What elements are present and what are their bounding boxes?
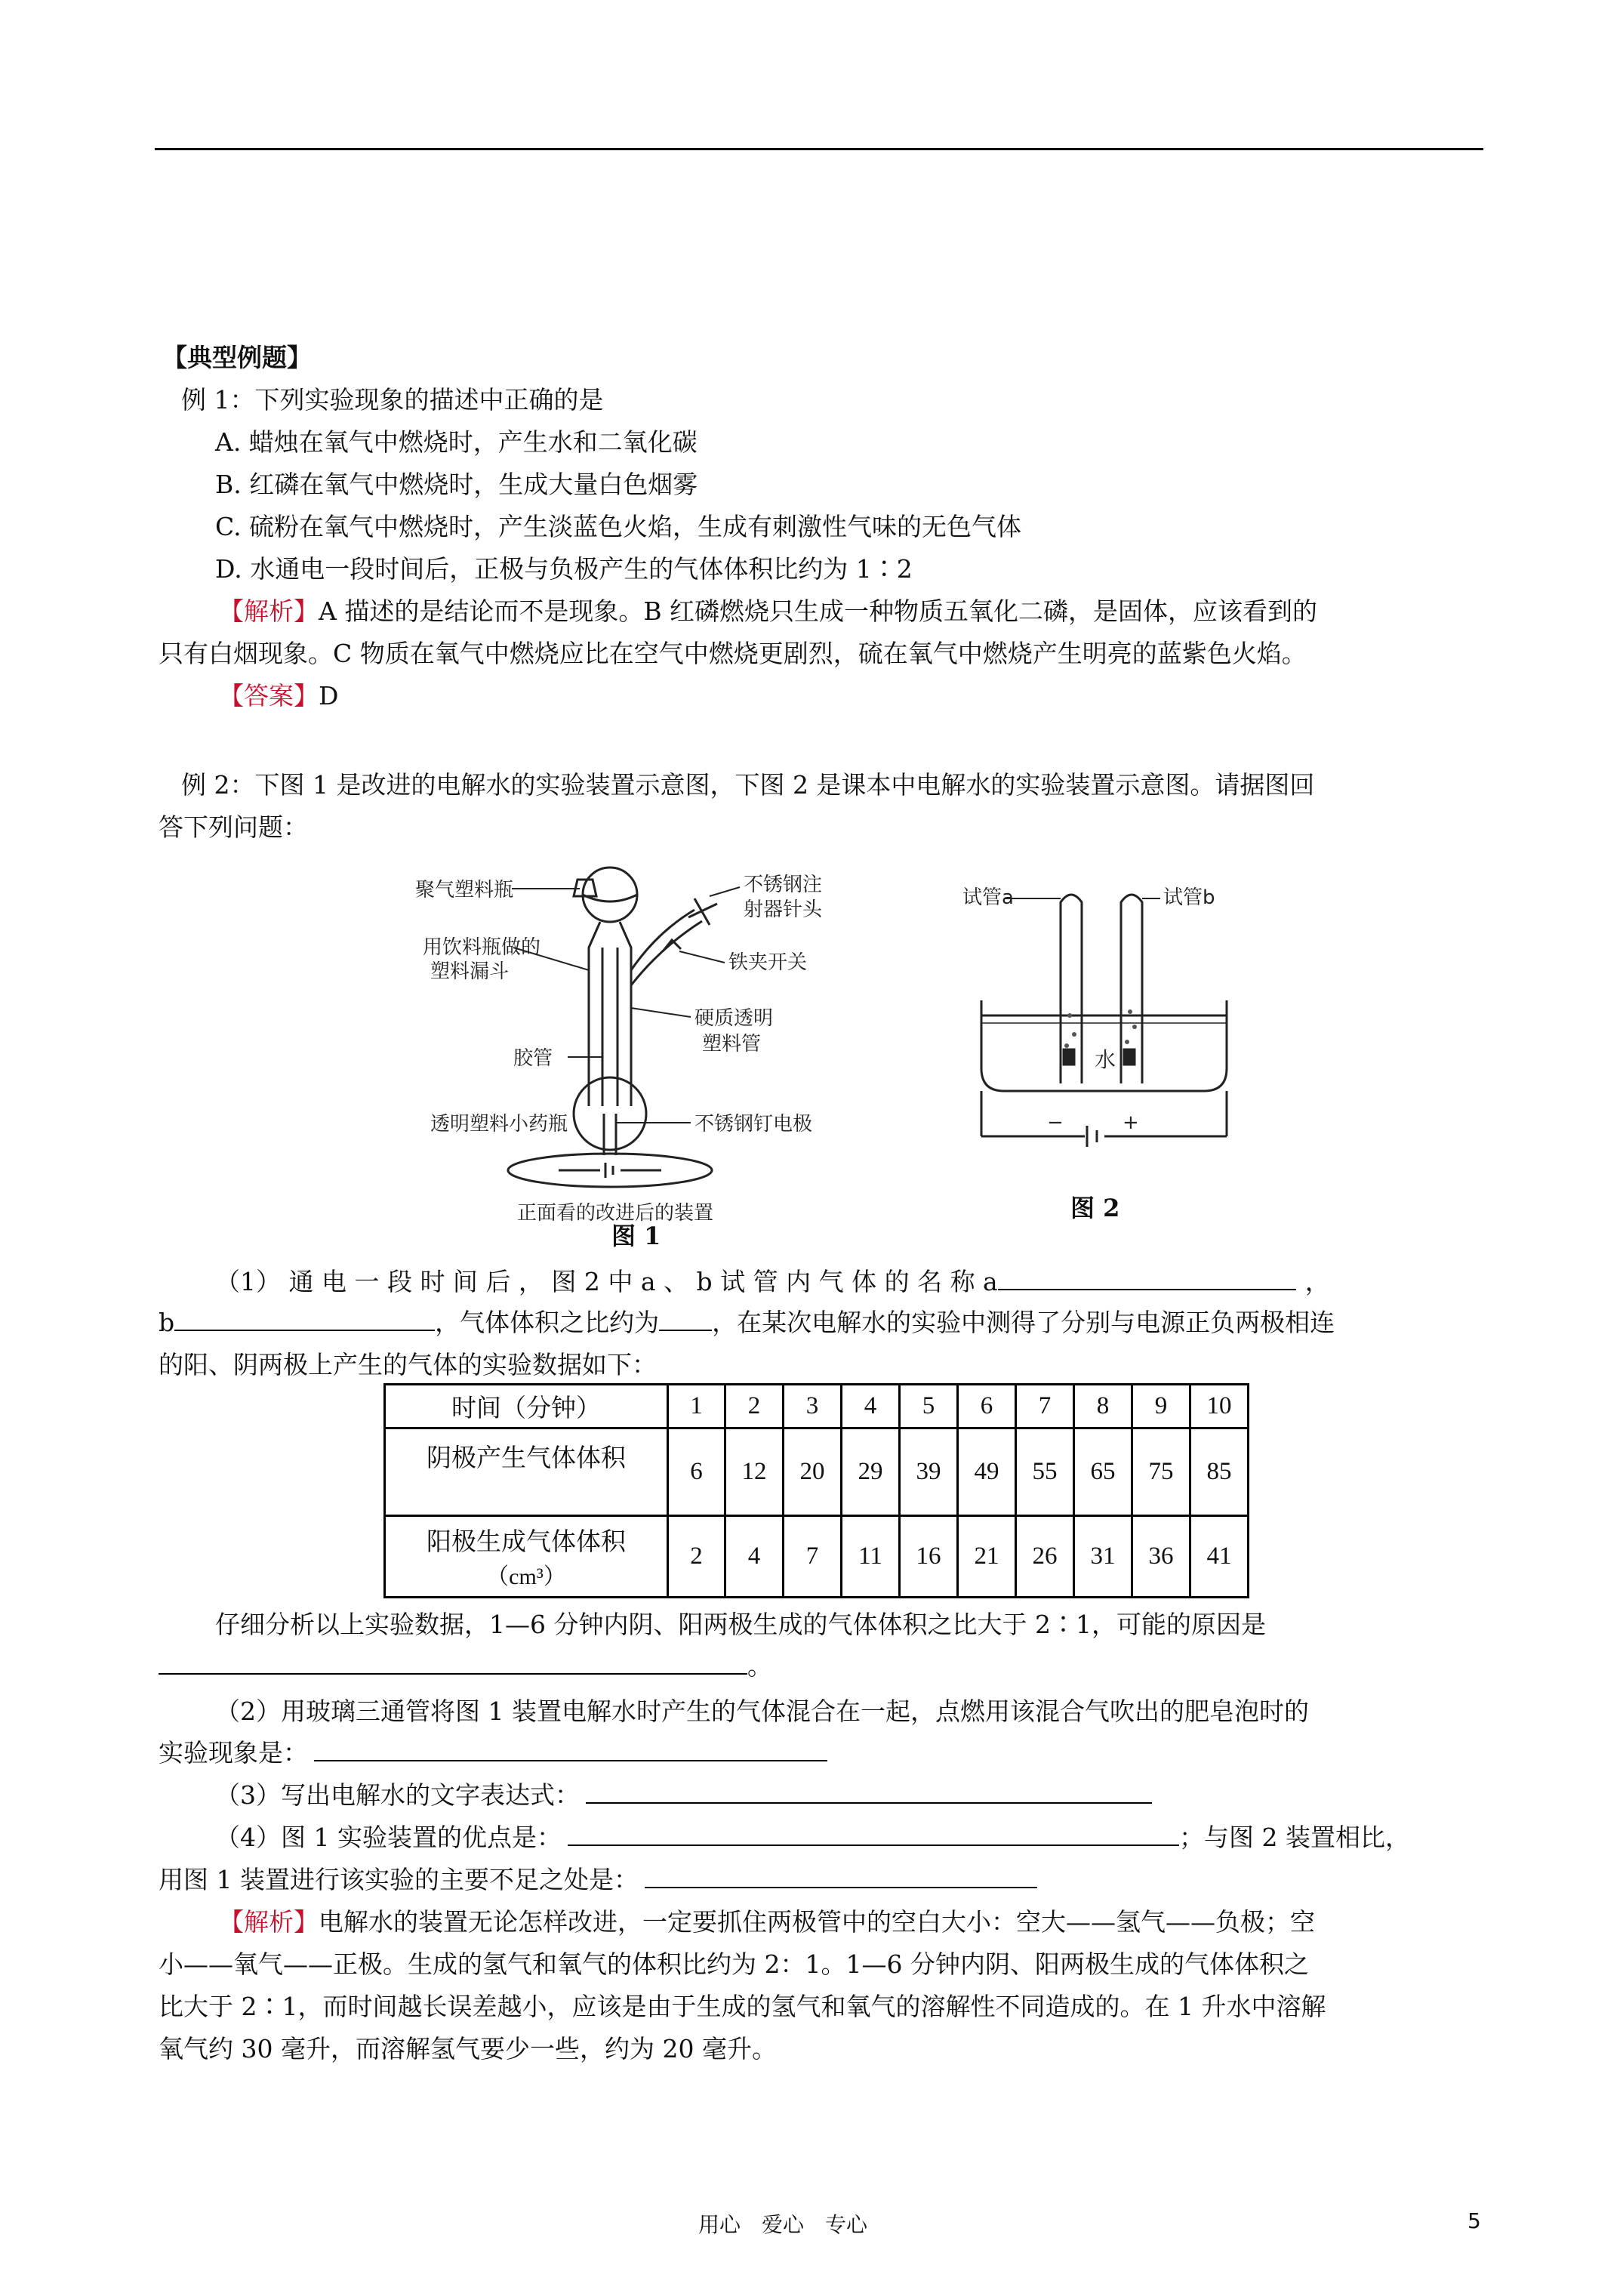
table-cell: 21 (958, 1516, 1016, 1598)
fig1-label-needle-1: 不锈钢注 (744, 874, 823, 896)
fig2-title: 图 2 (1070, 1194, 1120, 1222)
fig1-label-vial: 透明塑料小药瓶 (430, 1113, 568, 1136)
fig1-label-electrode: 不锈钢钉电极 (694, 1113, 813, 1136)
ex1-stem: 例 1：下列实验现象的描述中正确的是 (181, 385, 604, 415)
table-cell: 6 (668, 1428, 725, 1516)
q2-line1: （2）用玻璃三通管将图 1 装置电解水时产生的气体混合在一起，点燃用该混合气吹出的肥皂泡时的 (215, 1697, 1309, 1726)
fig1-label-needle-2: 射器针头 (744, 898, 823, 921)
after-table-text: 仔细分析以上实验数据，1—6 分钟内阴、阳两极生成的气体体积之比大于 2∶1，可能的原因是 (215, 1610, 1266, 1639)
table-row (385, 1516, 1249, 1598)
table-cell: 6 (958, 1385, 1016, 1428)
ex2-analysis (219, 1906, 1315, 1939)
answer-blank-q2[interactable] (314, 1737, 827, 1761)
ex1-answer (219, 680, 338, 713)
analysis-tag: 【解析】 (219, 596, 319, 626)
table-cell: 36 (1132, 1516, 1190, 1598)
table-cell: 41 (1190, 1516, 1249, 1598)
table-label-cathode: 阴极产生气体体积 (385, 1428, 668, 1516)
anode-label-text: 阳极生成气体体积 (427, 1529, 626, 1556)
ex2-analysis-line2: 小——氧气——正极。生成的氢气和氧气的体积比约为 2：1。1—6 分钟内阴、阳两极生成的气体体积之 (159, 1949, 1309, 1979)
table-cell: 7 (1016, 1385, 1074, 1428)
fig1-label-tube-2: 塑料管 (702, 1033, 762, 1056)
answer-blank-ratio[interactable] (659, 1307, 712, 1331)
q1-line1 (215, 1265, 1330, 1299)
q2-line2 (159, 1737, 827, 1770)
q1-comma: ， (1304, 1267, 1330, 1296)
fig1-label-bottle: 聚气塑料瓶 (415, 879, 514, 901)
table-cell: 3 (784, 1385, 842, 1428)
q1-line2 (159, 1306, 1335, 1339)
figure-1 (408, 857, 861, 1250)
ex1-option-c: C. 硫粉在氧气中燃烧时，产生淡蓝色火焰，生成有刺激性气味的无色气体 (215, 512, 1022, 541)
anode-label-unit: （cm³） (486, 1564, 566, 1589)
analysis-text: A 描述的是结论而不是现象。B 红磷燃烧只生成一种物质五氧化二磷，是固体，应该看到的 (319, 596, 1318, 626)
fig1-label-rubber: 胶管 (513, 1047, 553, 1070)
q1-b-label: b (159, 1308, 175, 1337)
answer-blank-a[interactable] (998, 1266, 1296, 1290)
q1-text: （1） 通 电 一 段 时 间 后 ， 图 2 中 a 、 b 试 管 内 气 体 的 名 称 a (215, 1267, 998, 1296)
table-cell: 4 (725, 1516, 784, 1598)
after-table-blank-line (159, 1650, 772, 1683)
fig1-label-tube-1: 硬质透明 (694, 1007, 774, 1030)
table-cell: 39 (900, 1428, 958, 1516)
q4-line2 (159, 1863, 1037, 1897)
table-cell: 7 (784, 1516, 842, 1598)
ex1-analysis (219, 595, 1317, 628)
table-cell: 31 (1074, 1516, 1132, 1598)
fig1-caption: 正面看的改进后的装置 (517, 1202, 714, 1225)
q4-line2-text: 用图 1 装置进行该实验的主要不足之处是： (159, 1865, 639, 1894)
table-cell: 26 (1016, 1516, 1074, 1598)
ex2-stem-cont: 答下列问题： (159, 812, 308, 842)
table-header-time: 时间（分钟） (385, 1385, 668, 1428)
header-rule (155, 148, 1483, 150)
fig1-label-clip: 铁夹开关 (728, 951, 808, 974)
q3-line (215, 1779, 1152, 1812)
table-row (385, 1385, 1249, 1428)
ex1-option-b: B. 红磷在氧气中燃烧时，生成大量白色烟雾 (215, 470, 698, 499)
ex2-analysis-line4: 氧气约 30 毫升，而溶解氢气要少一些，约为 20 毫升。 (159, 2034, 777, 2063)
analysis-text: 电解水的装置无论怎样改进，一定要抓住两极管中的空白大小：空大——氢气——负极；空 (319, 1907, 1315, 1937)
q4-line1 (215, 1821, 1410, 1854)
q1-line2-end: ，在某次电解水的实验中测得了分别与电源正负两极相连 (712, 1308, 1335, 1337)
table-cell: 29 (842, 1428, 900, 1516)
figure-2 (962, 864, 1249, 1182)
table-cell: 16 (900, 1516, 958, 1598)
answer-blank-q3[interactable] (586, 1780, 1152, 1804)
table-label-anode (385, 1516, 668, 1598)
table-cell: 11 (842, 1516, 900, 1598)
fig1-title: 图 1 (611, 1222, 661, 1250)
fig2-minus-sign: − (1047, 1111, 1064, 1134)
table-cell: 1 (668, 1385, 725, 1428)
table-cell: 49 (958, 1428, 1016, 1516)
answer-value: D (319, 681, 339, 710)
table-cell: 8 (1074, 1385, 1132, 1428)
answer-blank-b[interactable] (174, 1307, 435, 1331)
fig2-plus-sign: + (1123, 1111, 1139, 1134)
ex1-analysis-cont: 只有白烟现象。C 物质在氧气中燃烧应比在空气中燃烧更剧烈，硫在氧气中燃烧产生明亮的蓝紫色火焰。 (159, 639, 1307, 668)
ex1-option-d: D. 水通电一段时间后，正极与负极产生的气体体积比约为 1∶2 (215, 554, 913, 584)
after-table-end: 。 (747, 1651, 772, 1681)
fig2-label-a: 试管a (962, 886, 1014, 909)
q1-ratio-text: ，气体体积之比约为 (435, 1308, 660, 1337)
q3-text: （3）写出电解水的文字表达式： (215, 1780, 580, 1810)
table-cell: 4 (842, 1385, 900, 1428)
fig1-label-funnel-2: 塑料漏斗 (430, 960, 510, 983)
answer-blank-q4b[interactable] (645, 1864, 1037, 1888)
table-row (385, 1428, 1249, 1516)
fig2-water-label: 水 (1095, 1047, 1116, 1072)
table-cell: 55 (1016, 1428, 1074, 1516)
table-cell: 9 (1132, 1385, 1190, 1428)
section-title: 【典型例题】 (162, 343, 312, 372)
footer-slogan: 用心 爱心 专心 (698, 2212, 868, 2237)
data-table (383, 1383, 1249, 1598)
table-cell: 2 (725, 1385, 784, 1428)
answer-tag: 【答案】 (219, 681, 319, 710)
q1-line3: 的阳、阴两极上产生的气体的实验数据如下： (159, 1350, 657, 1379)
ex2-analysis-line3: 比大于 2∶1，而时间越长误差越小，应该是由于生成的氢气和氧气的溶解性不同造成的。在 1 升水中溶解 (159, 1992, 1326, 2021)
analysis-tag: 【解析】 (219, 1907, 319, 1937)
ex1-option-a: A. 蜡烛在氧气中燃烧时，产生水和二氧化碳 (215, 427, 698, 457)
table-cell: 85 (1190, 1428, 1249, 1516)
ex2-stem: 例 2：下图 1 是改进的电解水的实验装置示意图，下图 2 是课本中电解水的实验装置示意图。请据图回 (181, 770, 1315, 800)
answer-blank-q4a[interactable] (568, 1822, 1179, 1846)
table-cell: 20 (784, 1428, 842, 1516)
page-number: 5 (1467, 2208, 1481, 2233)
table-cell: 75 (1132, 1428, 1190, 1516)
table-cell: 10 (1190, 1385, 1249, 1428)
answer-blank-reason[interactable] (159, 1650, 747, 1675)
q4-line1-end: ；与图 2 装置相比， (1178, 1823, 1410, 1852)
table-cell: 2 (668, 1516, 725, 1598)
table-cell: 65 (1074, 1428, 1132, 1516)
fig2-label-b: 试管b (1163, 886, 1215, 909)
q2-text: 实验现象是： (159, 1738, 308, 1767)
fig1-label-funnel-1: 用饮料瓶做的 (423, 936, 541, 959)
q4-text: （4）图 1 实验装置的优点是： (215, 1823, 562, 1852)
table-cell: 12 (725, 1428, 784, 1516)
table-cell: 5 (900, 1385, 958, 1428)
